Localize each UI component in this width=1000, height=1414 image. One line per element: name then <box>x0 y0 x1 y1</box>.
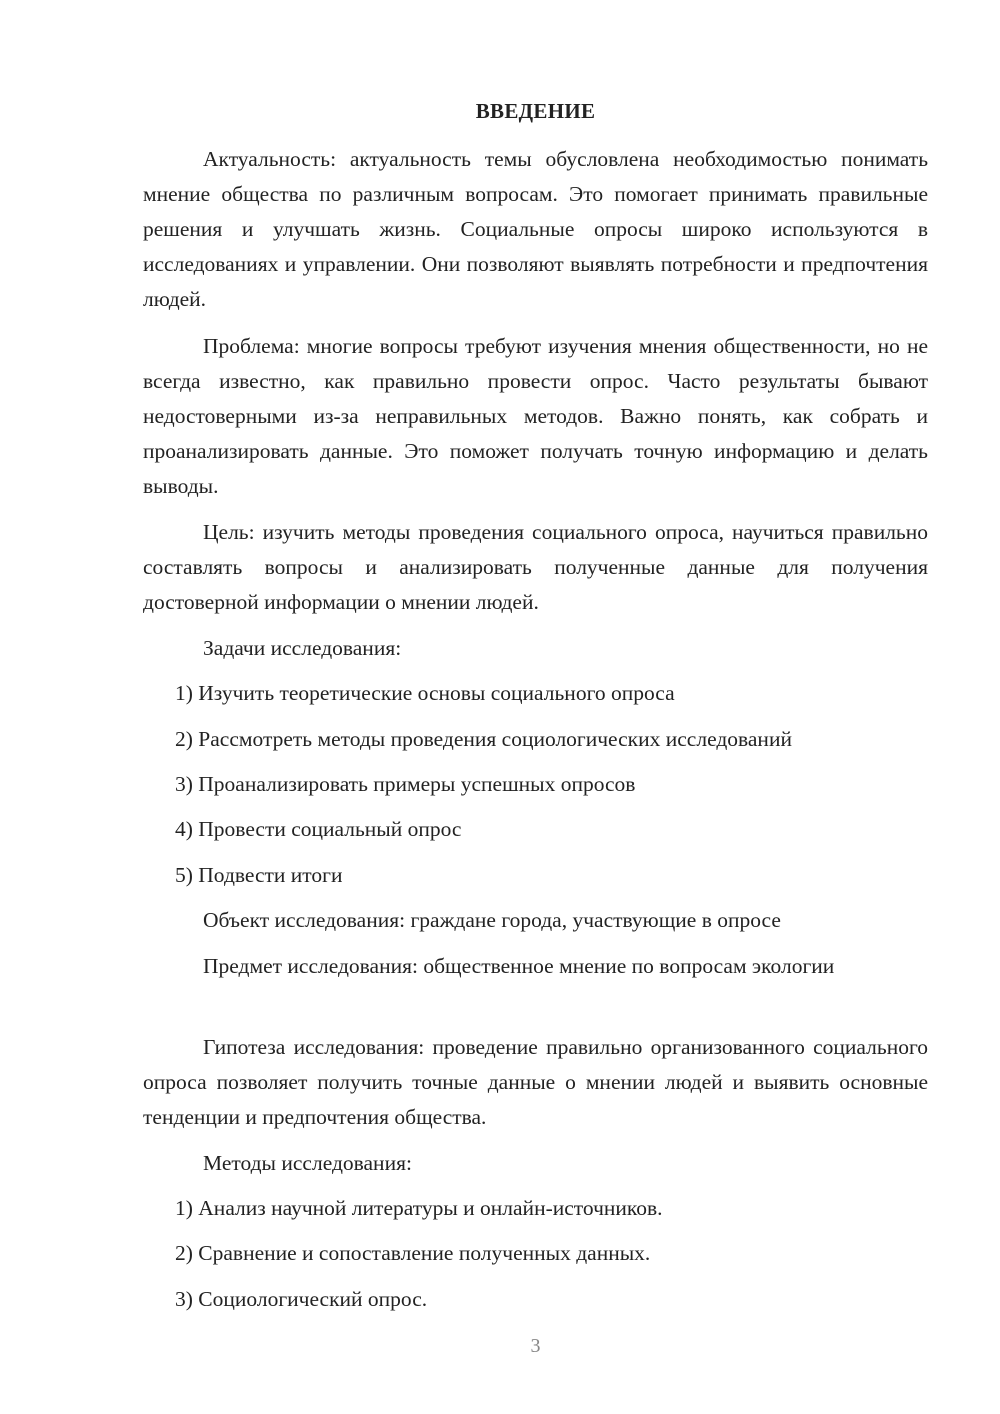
method-item-1: 1) Анализ научной литературы и онлайн-источников. <box>175 1196 663 1220</box>
research-object: Объект исследования: граждане города, участвующие в опросе <box>203 908 781 932</box>
paragraph-problem: Проблема: многие вопросы требуют изучения мнения общественности, но не всегда известно, как правильно провести опрос. Часто результаты бывают недостоверными из-за неправильных методов. Важно понять, как собрать и проанализировать данные. Это поможет получать точную информацию и делать выводы. <box>143 334 928 498</box>
methods-heading: Методы исследования: <box>203 1151 412 1175</box>
document-page <box>143 0 928 1414</box>
task-item-5: 5) Подвести итоги <box>175 863 343 887</box>
method-item-2: 2) Сравнение и сопоставление полученных данных. <box>175 1241 651 1265</box>
task-item-4: 4) Провести социальный опрос <box>175 817 462 841</box>
task-item-3: 3) Проанализировать примеры успешных опросов <box>175 772 636 796</box>
paragraph-goal: Цель: изучить методы проведения социального опроса, научиться правильно составлять вопросы и анализировать полученные данные для получения достоверной информации о мнении людей. <box>143 520 928 614</box>
task-item-1: 1) Изучить теоретические основы социального опроса <box>175 681 675 705</box>
tasks-heading: Задачи исследования: <box>203 636 402 660</box>
page-number: 3 <box>530 1335 541 1357</box>
method-item-3: 3) Социологический опрос. <box>175 1287 428 1311</box>
research-subject: Предмет исследования: общественное мнение по вопросам экологии <box>203 954 835 978</box>
section-title: ВВЕДЕНИЕ <box>475 99 596 123</box>
paragraph-relevance: Актуальность: актуальность темы обусловлена необходимостью понимать мнение общества по различным вопросам. Это помогает принимать правильные решения и улучшать жизнь. Социальные опросы широко используются в исследованиях и управлении. Они позволяют выявлять потребности и предпочтения людей. <box>143 147 928 311</box>
research-hypothesis: Гипотеза исследования: проведение правильно организованного социального опроса позволяет получить точные данные о мнении людей и выявить основные тенденции и предпочтения общества. <box>143 1035 928 1129</box>
task-item-2: 2) Рассмотреть методы проведения социологических исследований <box>175 727 792 751</box>
